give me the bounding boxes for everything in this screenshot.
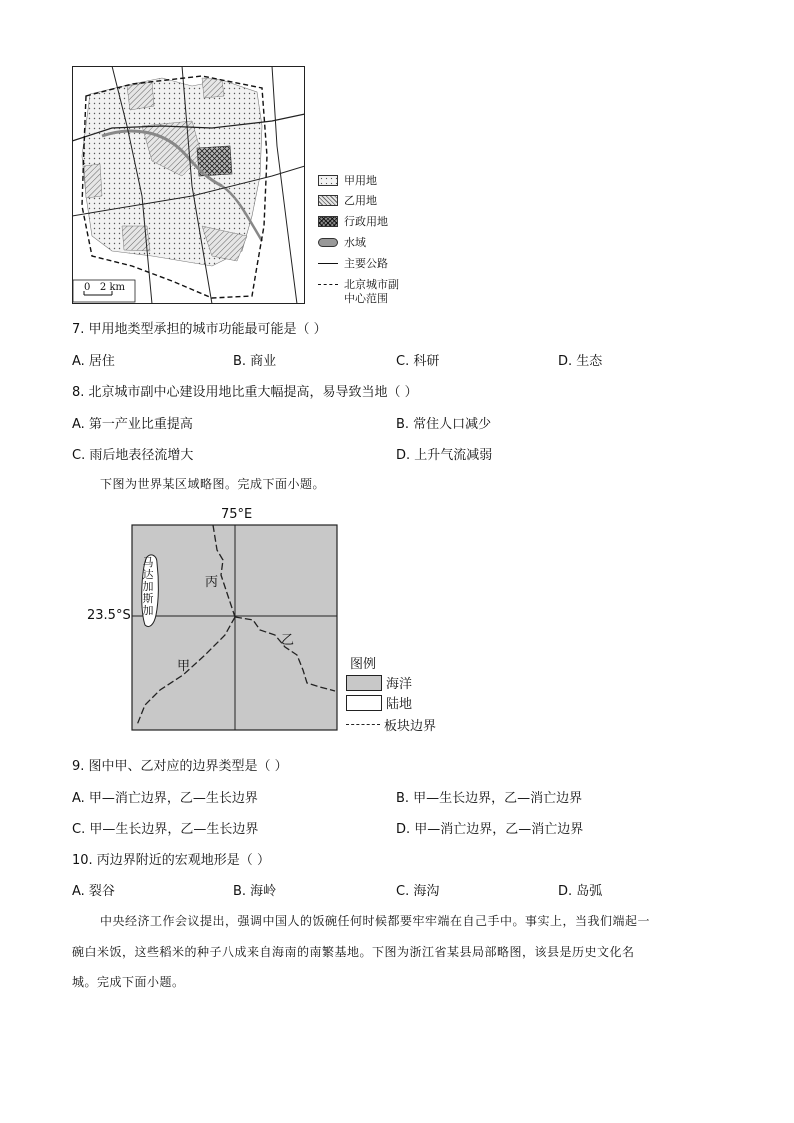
legend-label: 乙用地 — [344, 194, 377, 207]
water-swatch-icon — [318, 238, 338, 247]
q9-option-d[interactable]: D. 甲—消亡边界，乙—消亡边界 — [396, 822, 584, 837]
dashed-line-icon — [318, 284, 338, 285]
q9-option-c[interactable]: C. 甲—生长边界，乙—生长边界 — [72, 822, 259, 837]
beijing-map-figure — [72, 66, 305, 304]
question-7-stem: 7. 甲用地类型承担的城市功能最可能是（ ） — [72, 322, 327, 337]
q10-option-c[interactable]: C. 海沟 — [396, 884, 440, 899]
legend2-boundary — [346, 715, 436, 734]
question-10-stem: 10. 丙边界附近的宏观地形是（ ） — [72, 853, 270, 868]
legend-admin-land — [318, 213, 388, 229]
label-yi: 乙 — [281, 633, 295, 648]
legend-road — [318, 255, 388, 271]
land-swatch-icon — [346, 695, 382, 711]
island-char: 达 — [142, 568, 154, 581]
legend2-label: 板块边界 — [384, 719, 437, 734]
island-char: 加 — [142, 604, 154, 617]
legend-jia-land — [318, 172, 377, 188]
q10-option-b[interactable]: B. 海岭 — [233, 884, 277, 899]
q10-option-a[interactable]: A. 裂谷 — [72, 884, 115, 899]
intro-rice-line-3: 城。完成下面小题。 — [72, 975, 185, 989]
legend-label: 行政用地 — [344, 215, 388, 228]
latitude-label: 23.5°S — [87, 608, 131, 623]
legend2-title: 图例 — [350, 657, 377, 672]
q7-option-b[interactable]: B. 商业 — [233, 354, 277, 369]
legend2-label: 海洋 — [386, 677, 413, 692]
question-9-stem: 9. 图中甲、乙对应的边界类型是（ ） — [72, 759, 288, 774]
island-char: 斯 — [142, 592, 154, 605]
legend2-label: 陆地 — [386, 697, 413, 712]
q10-option-d[interactable]: D. 岛弧 — [558, 884, 603, 899]
q8-option-c[interactable]: C. 雨后地表径流增大 — [72, 448, 194, 463]
beijing-subcenter-map — [72, 66, 305, 304]
legend-label: 北京城市副 — [344, 278, 399, 291]
q8-option-a[interactable]: A. 第一产业比重提高 — [72, 417, 193, 432]
q8-option-d[interactable]: D. 上升气流减弱 — [396, 448, 493, 463]
boundary-line-icon — [346, 724, 380, 725]
label-bing: 丙 — [205, 575, 219, 590]
legend-water — [318, 234, 366, 250]
q8-option-b[interactable]: B. 常住人口减少 — [396, 417, 492, 432]
legend2-land — [346, 693, 412, 712]
road-line-icon — [318, 263, 338, 264]
ocean-swatch-icon — [346, 675, 382, 691]
legend-label: 水域 — [344, 236, 366, 249]
legend-subcenter-line2 — [344, 290, 388, 306]
island-char: 马 — [142, 556, 154, 569]
scale-label: 0 2 km — [84, 282, 125, 293]
intro-rice-line-2: 碗白米饭，这些稻米的种子八成来自海南的南繁基地。下图为浙江省某县局部略图，该县是历史文化名 — [72, 945, 635, 959]
hatched-swatch-icon — [318, 195, 338, 206]
intro-rice-line-1: 中央经济工作会议提出，强调中国人的饭碗任何时候都要牢牢端在自己手中。事实上，当我们端起一 — [100, 914, 651, 928]
q9-option-a[interactable]: A. 甲—消亡边界，乙—生长边界 — [72, 791, 258, 806]
legend-label: 甲用地 — [344, 174, 377, 187]
dotted-swatch-icon — [318, 175, 338, 186]
legend-label: 中心范围 — [344, 292, 388, 305]
legend2-ocean — [346, 673, 412, 692]
label-jia: 甲 — [177, 659, 191, 674]
crosshatch-swatch-icon — [318, 216, 338, 227]
madagascar-label — [141, 557, 155, 617]
q7-option-a[interactable]: A. 居住 — [72, 354, 115, 369]
question-8-stem: 8. 北京城市副中心建设用地比重大幅提高，易导致当地（ ） — [72, 385, 418, 400]
legend-label: 主要公路 — [344, 257, 388, 270]
q7-option-c[interactable]: C. 科研 — [396, 354, 440, 369]
legend-yi-land — [318, 192, 377, 208]
island-char: 加 — [142, 580, 154, 593]
intro-world-region: 下图为世界某区域略图。完成下面小题。 — [100, 477, 326, 491]
longitude-label: 75°E — [221, 507, 253, 522]
q7-option-d[interactable]: D. 生态 — [558, 354, 603, 369]
q9-option-b[interactable]: B. 甲—生长边界，乙—消亡边界 — [396, 791, 583, 806]
